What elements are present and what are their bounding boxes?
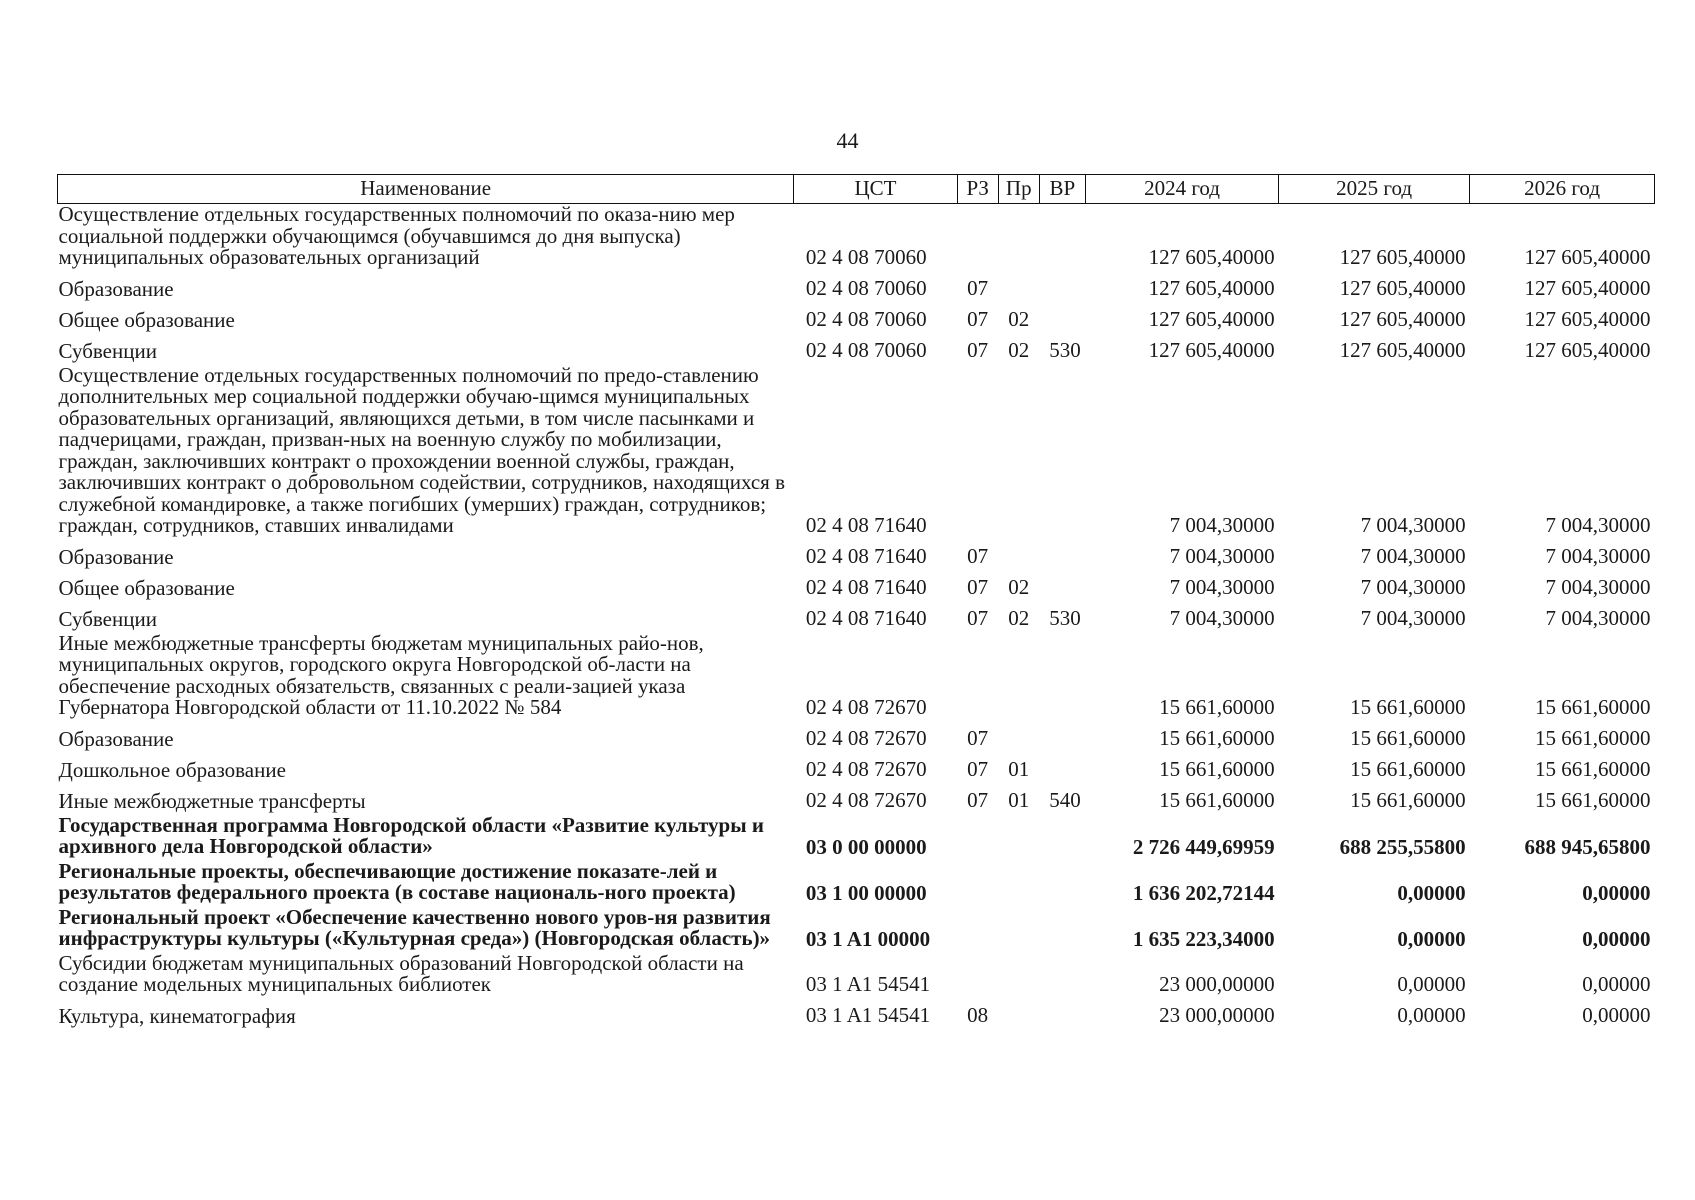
row-vr	[1039, 815, 1085, 861]
row-vr	[1039, 571, 1085, 602]
row-amount-2025: 7 004,30000	[1360, 544, 1466, 568]
table-row	[58, 815, 1655, 861]
row-vr	[1039, 722, 1085, 753]
table-row	[58, 861, 1655, 907]
row-pr	[998, 815, 1039, 861]
row-rz: 07	[967, 726, 989, 750]
row-pr	[998, 272, 1039, 303]
row-name: Общее образование	[58, 576, 235, 600]
row-amount-2024: 127 605,40000	[1148, 338, 1275, 362]
row-amount-2024: 15 661,60000	[1159, 788, 1275, 812]
header-2026: 2026 год	[1470, 175, 1655, 204]
row-name: Субвенции	[58, 339, 157, 363]
row-name: Образование	[58, 277, 174, 301]
row-name: Иные межбюджетные трансферты бюджетам муниципальных райо-нов, муниципальных округов, городского округа Новгородской об-ласти на обеспечение расходных обязательств, связанных с реали-зацией указа Губернатора Новгородской области от 11.10.2022 № 584	[58, 632, 704, 719]
row-pr	[998, 999, 1039, 1030]
table-row	[58, 907, 1655, 953]
row-amount-2025: 0,00000	[1397, 927, 1466, 951]
table-body	[58, 204, 1655, 1030]
row-rz: 07	[967, 307, 989, 331]
table-row	[58, 999, 1655, 1030]
row-pr	[998, 907, 1039, 953]
table-row	[58, 272, 1655, 303]
table-row	[58, 571, 1655, 602]
row-amount-2025: 0,00000	[1397, 972, 1466, 996]
table-row	[58, 633, 1655, 722]
row-vr	[1039, 540, 1085, 571]
row-pr: 02	[1008, 575, 1030, 599]
row-amount-2025: 7 004,30000	[1360, 513, 1466, 537]
row-amount-2026: 127 605,40000	[1524, 276, 1651, 300]
row-amount-2024: 15 661,60000	[1159, 695, 1275, 719]
row-cst-code: 02 4 08 72670	[805, 788, 927, 812]
row-name: Образование	[58, 545, 174, 569]
row-rz: 07	[967, 544, 989, 568]
row-rz	[957, 365, 998, 540]
row-pr	[998, 861, 1039, 907]
row-cst-code: 03 0 00 00000	[805, 835, 927, 859]
row-amount-2025: 688 255,55800	[1339, 835, 1466, 859]
row-vr	[1039, 303, 1085, 334]
row-amount-2025: 15 661,60000	[1350, 695, 1466, 719]
row-vr	[1039, 753, 1085, 784]
header-vr: ВР	[1039, 175, 1085, 204]
row-amount-2026: 127 605,40000	[1524, 245, 1651, 269]
header-2024: 2024 год	[1086, 175, 1279, 204]
row-pr	[998, 204, 1039, 272]
row-rz: 07	[967, 575, 989, 599]
row-amount-2024: 15 661,60000	[1159, 757, 1275, 781]
row-name: Иные межбюджетные трансферты	[58, 789, 366, 813]
row-cst-code: 03 1 A1 54541	[805, 1003, 931, 1027]
row-amount-2026: 7 004,30000	[1545, 575, 1651, 599]
row-rz	[957, 633, 998, 722]
table-row	[58, 204, 1655, 272]
row-amount-2026: 7 004,30000	[1545, 606, 1651, 630]
row-pr: 02	[1008, 606, 1030, 630]
row-name: Государственная программа Новгородской области «Развитие культуры и архивного дела Новгородской области»	[58, 814, 764, 858]
row-amount-2026: 15 661,60000	[1535, 726, 1651, 750]
row-amount-2026: 0,00000	[1582, 1003, 1651, 1027]
table-row	[58, 753, 1655, 784]
row-cst-code: 02 4 08 71640	[805, 513, 927, 537]
row-vr	[1039, 272, 1085, 303]
row-pr: 02	[1008, 338, 1030, 362]
row-amount-2025: 127 605,40000	[1339, 307, 1466, 331]
row-amount-2024: 2 726 449,69959	[1132, 835, 1275, 859]
row-rz: 07	[967, 757, 989, 781]
row-amount-2024: 7 004,30000	[1169, 575, 1275, 599]
row-vr: 530	[1049, 606, 1081, 630]
row-vr	[1039, 999, 1085, 1030]
row-pr: 01	[1008, 757, 1030, 781]
page-number: 44	[836, 128, 859, 153]
row-amount-2024: 23 000,00000	[1159, 972, 1275, 996]
row-amount-2024: 127 605,40000	[1148, 307, 1275, 331]
row-vr	[1039, 907, 1085, 953]
row-amount-2025: 7 004,30000	[1360, 575, 1466, 599]
table-row	[58, 334, 1655, 365]
row-amount-2024: 1 635 223,34000	[1132, 927, 1275, 951]
header-rz: РЗ	[957, 175, 998, 204]
header-pr: Пр	[998, 175, 1039, 204]
row-rz	[957, 204, 998, 272]
row-vr	[1039, 633, 1085, 722]
row-amount-2025: 127 605,40000	[1339, 338, 1466, 362]
row-name: Образование	[58, 727, 174, 751]
table-row	[58, 540, 1655, 571]
row-rz	[957, 907, 998, 953]
row-name: Общее образование	[58, 308, 235, 332]
row-rz: 07	[967, 338, 989, 362]
budget-table	[57, 174, 1655, 1030]
row-vr: 540	[1049, 788, 1081, 812]
table-row	[58, 722, 1655, 753]
row-pr	[998, 953, 1039, 999]
row-cst-code: 03 1 A1 00000	[805, 927, 931, 951]
row-amount-2026: 688 945,65800	[1524, 835, 1651, 859]
row-vr: 530	[1049, 338, 1081, 362]
row-cst-code: 02 4 08 72670	[805, 757, 927, 781]
row-cst-code: 02 4 08 70060	[805, 338, 927, 362]
row-name: Осуществление отдельных государственных полномочий по оказа-нию мер социальной поддержки обучающимся (обучавшимся до дня выпуска) муниципальных образовательных организаций	[58, 203, 735, 269]
row-name: Культура, кинематография	[58, 1004, 296, 1028]
header-name: Наименование	[58, 175, 794, 204]
row-amount-2024: 15 661,60000	[1159, 726, 1275, 750]
row-amount-2025: 15 661,60000	[1350, 757, 1466, 781]
row-rz	[957, 815, 998, 861]
row-amount-2025: 15 661,60000	[1350, 726, 1466, 750]
row-amount-2025: 127 605,40000	[1339, 245, 1466, 269]
row-rz: 08	[967, 1003, 989, 1027]
row-cst-code: 02 4 08 71640	[805, 575, 927, 599]
row-cst-code: 02 4 08 71640	[805, 606, 927, 630]
row-name: Региональный проект «Обеспечение качественно нового уров-ня развития инфраструктуры культуры («Культурная среда») (Новгородская область)»	[58, 906, 771, 950]
table-header-row	[58, 175, 1655, 204]
row-amount-2026: 0,00000	[1582, 972, 1651, 996]
row-name: Субвенции	[58, 607, 157, 631]
row-cst-code: 02 4 08 70060	[805, 245, 927, 269]
row-vr	[1039, 861, 1085, 907]
row-amount-2025: 0,00000	[1397, 1003, 1466, 1027]
row-amount-2026: 15 661,60000	[1535, 757, 1651, 781]
row-name: Субсидии бюджетам муниципальных образований Новгородской области на создание модельных муниципальных библиотек	[58, 952, 744, 996]
row-vr	[1039, 365, 1085, 540]
row-amount-2026: 7 004,30000	[1545, 544, 1651, 568]
header-cst: ЦСТ	[794, 175, 957, 204]
row-amount-2024: 127 605,40000	[1148, 276, 1275, 300]
row-amount-2026: 7 004,30000	[1545, 513, 1651, 537]
row-pr	[998, 365, 1039, 540]
row-rz	[957, 861, 998, 907]
row-amount-2026: 0,00000	[1582, 927, 1651, 951]
row-amount-2025: 15 661,60000	[1350, 788, 1466, 812]
row-rz	[957, 953, 998, 999]
row-amount-2026: 127 605,40000	[1524, 307, 1651, 331]
row-amount-2024: 23 000,00000	[1159, 1003, 1275, 1027]
row-amount-2024: 7 004,30000	[1169, 606, 1275, 630]
row-amount-2026: 15 661,60000	[1535, 788, 1651, 812]
row-amount-2026: 0,00000	[1582, 881, 1651, 905]
row-amount-2024: 1 636 202,72144	[1132, 881, 1275, 905]
row-amount-2024: 7 004,30000	[1169, 513, 1275, 537]
table-row	[58, 365, 1655, 540]
row-cst-code: 02 4 08 72670	[805, 726, 927, 750]
row-name: Дошкольное образование	[58, 758, 286, 782]
row-cst-code: 02 4 08 72670	[805, 695, 927, 719]
row-amount-2026: 127 605,40000	[1524, 338, 1651, 362]
row-amount-2026: 15 661,60000	[1535, 695, 1651, 719]
row-name: Региональные проекты, обеспечивающие достижение показате-лей и результатов федерального проекта (в составе националь-ного проекта)	[58, 860, 736, 904]
row-amount-2024: 7 004,30000	[1169, 544, 1275, 568]
row-amount-2025: 7 004,30000	[1360, 606, 1466, 630]
row-rz: 07	[967, 606, 989, 630]
row-rz: 07	[967, 276, 989, 300]
row-vr	[1039, 204, 1085, 272]
row-amount-2024: 127 605,40000	[1148, 245, 1275, 269]
row-cst-code: 02 4 08 70060	[805, 276, 927, 300]
row-cst-code: 03 1 00 00000	[805, 881, 927, 905]
row-cst-code: 02 4 08 70060	[805, 307, 927, 331]
row-pr	[998, 722, 1039, 753]
header-2025: 2025 год	[1279, 175, 1470, 204]
table-row	[58, 303, 1655, 334]
table-row	[58, 784, 1655, 815]
table-row	[58, 953, 1655, 999]
row-rz: 07	[967, 788, 989, 812]
row-pr: 01	[1008, 788, 1030, 812]
row-amount-2025: 127 605,40000	[1339, 276, 1466, 300]
row-cst-code: 02 4 08 71640	[805, 544, 927, 568]
row-pr	[998, 540, 1039, 571]
row-pr: 02	[1008, 307, 1030, 331]
row-cst-code: 03 1 A1 54541	[805, 972, 931, 996]
table-row	[58, 602, 1655, 633]
row-amount-2025: 0,00000	[1397, 881, 1466, 905]
row-name: Осуществление отдельных государственных полномочий по предо-ставлению дополнительных мер социальной поддержки обучаю-щимся муниципальных образовательных организаций, являющихся детьми, в том числе пасынками и падчерицами, граждан, призван-ных на военную службу по мобилизации, граждан, заключивших контракт о прохождении военной службы, граждан, заключивших контракт о добровольном содействии, сотрудников, находящихся в служебной командировке, а также погибших (умерших) граждан, сотрудников; граждан, сотрудников, ставших инвалидами	[58, 364, 785, 537]
row-pr	[998, 633, 1039, 722]
row-vr	[1039, 953, 1085, 999]
